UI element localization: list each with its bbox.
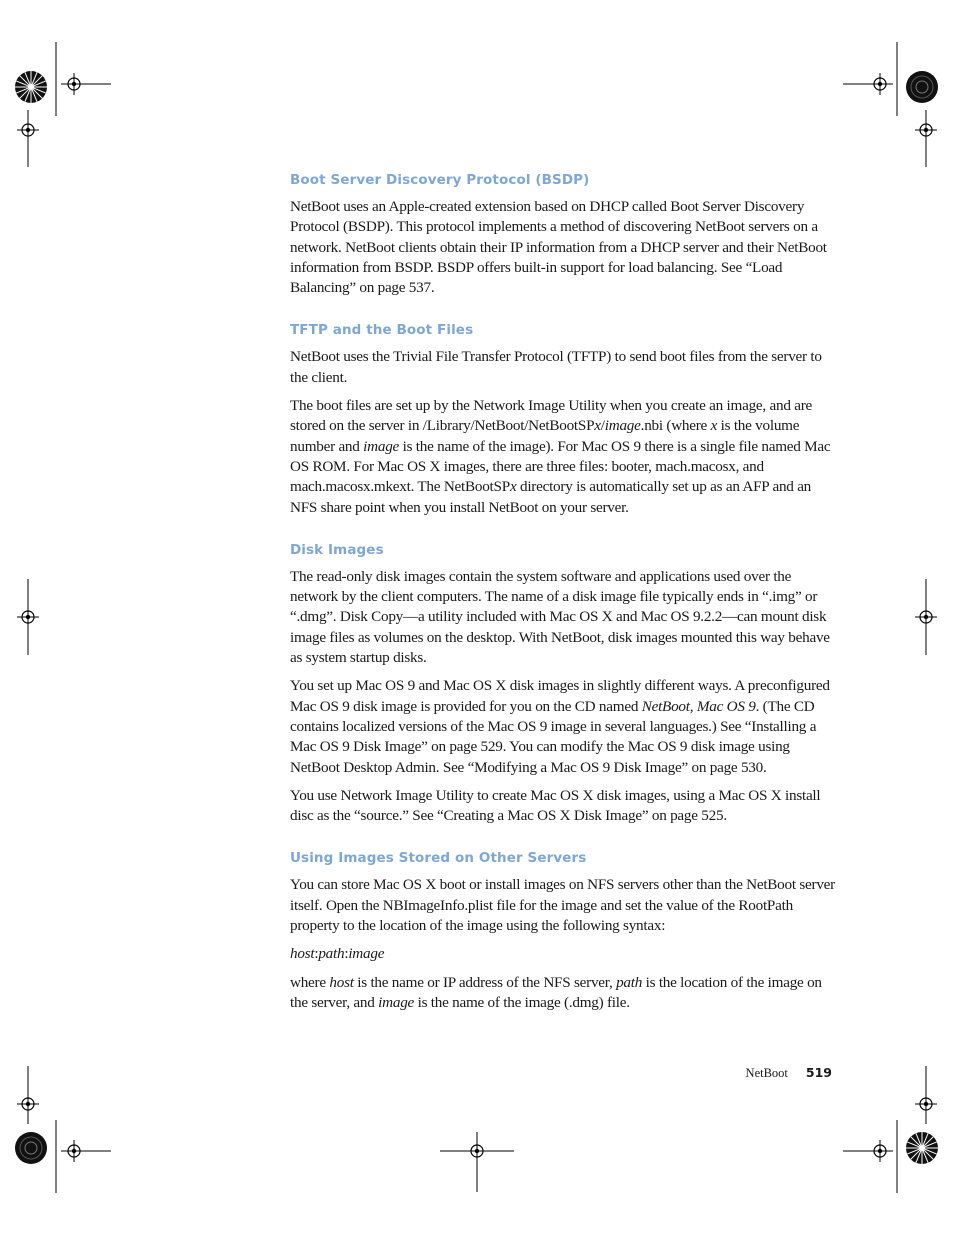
chapter-name: NetBoot: [745, 1066, 788, 1080]
page-body: [290, 172, 835, 1037]
body-paragraph: [290, 676, 835, 777]
text-run: NetBoot uses the Trivial File Transfer Protocol (TFTP) to send boot files from the server to the client.: [290, 348, 822, 386]
italic-text: x: [509, 478, 517, 496]
text-run: You can store Mac OS X boot or install images on NFS servers other than the NetBoot server itself. Open the NBImageInfo.plist file for the image and set the value of the RootPath property to the location of the image using the following syntax:: [290, 876, 835, 935]
section-bsdp: [290, 172, 835, 298]
page-footer: [746, 1065, 832, 1081]
text-run: is the name of the image). For Mac OS 9 there is a single file named Mac OS ROM. For Mac OS X images, there are three files: booter, mach.macosx, and mach.macosx.mkext. The NetBootSP: [290, 437, 831, 496]
italic-text: image: [363, 437, 400, 455]
body-paragraph: [290, 197, 835, 298]
text-run: NetBoot uses an Apple-created extension based on DHCP called Boot Server Discovery Protocol (BSDP). This protocol implements a method of discovering NetBoot servers on a network. NetBoot clients obtain their IP information from a DHCP server and their NetBoot information from BSDP. BSDP offers built-in support for load balancing. See “Load Balancing” on page 537.: [290, 198, 827, 297]
text-run: is the name of the image (.dmg) file.: [414, 993, 630, 1011]
text-run: /: [600, 417, 605, 435]
text-run: where: [290, 973, 330, 991]
italic-text: NetBoot, Mac OS 9: [641, 697, 756, 715]
section-heading: TFTP and the Boot Files: [290, 322, 474, 339]
italic-text: path: [616, 973, 643, 991]
italic-text: image: [604, 417, 641, 435]
body-paragraph: [290, 396, 835, 518]
syntax-line: [290, 944, 835, 964]
body-paragraph: [290, 567, 835, 668]
text-run: :: [314, 945, 319, 963]
text-run: The boot files are set up by the Network Image Utility when you create an image, and are stored on the server in /Library/NetBoot/NetBootSP: [290, 397, 813, 435]
section-disk-images: [290, 542, 835, 827]
text-run: :: [344, 945, 349, 963]
section-heading: Boot Server Discovery Protocol (BSDP): [290, 172, 590, 188]
body-paragraph: [290, 347, 835, 388]
text-run: .nbi (where: [640, 417, 711, 435]
section-heading: Using Images Stored on Other Servers: [290, 850, 587, 867]
italic-text: host: [290, 945, 315, 963]
page-number: 519: [805, 1065, 832, 1080]
text-run: . (The CD contains localized versions of the Mac OS 9 image in several languages.) See “Installing a Mac OS 9 Disk Image” on page 529. You can modify the Mac OS 9 disk image using NetBoot Desktop Admin. See “Modifying a Mac OS 9 Disk Image” on page 530.: [290, 697, 817, 776]
section-heading: Disk Images: [290, 541, 384, 558]
italic-text: x: [594, 417, 601, 435]
section-tftp: [290, 322, 835, 517]
text-run: The read-only disk images contain the system software and applications used over the network by the client computers. The name of a disk image file typically ends in “.img” or “.dmg”. Disk Copy—a utility included with Mac OS X and Mac OS 9.2.2—can mount disk image files as volumes on the desktop. With NetBoot, disk images mounted this way behave as system startup disks.: [290, 567, 830, 667]
text-run: You use Network Image Utility to create Mac OS X disk images, using a Mac OS X install disc as the “source.” See “Creating a Mac OS X Disk Image” on page 525.: [290, 786, 821, 825]
text-run: is the volume number and: [290, 417, 800, 455]
italic-text: host: [329, 973, 354, 991]
text-run: is the location of the image on the server, and: [290, 973, 822, 1011]
body-paragraph: [290, 786, 835, 827]
italic-text: x: [710, 417, 718, 435]
italic-text: path: [318, 945, 345, 963]
italic-text: image: [378, 993, 415, 1011]
body-paragraph: [290, 875, 835, 936]
text-run: is the name or IP address of the NFS server,: [353, 973, 617, 991]
text-run: directory is automatically set up as an AFP and an NFS share point when you install NetBoot on your server.: [290, 478, 812, 516]
text-run: You set up Mac OS 9 and Mac OS X disk images in slightly different ways. A preconfigured Mac OS 9 disk image is provided for you on the CD named: [290, 677, 830, 715]
section-other-servers: [290, 850, 835, 1013]
body-paragraph: [290, 973, 835, 1014]
italic-text: image: [348, 945, 385, 963]
